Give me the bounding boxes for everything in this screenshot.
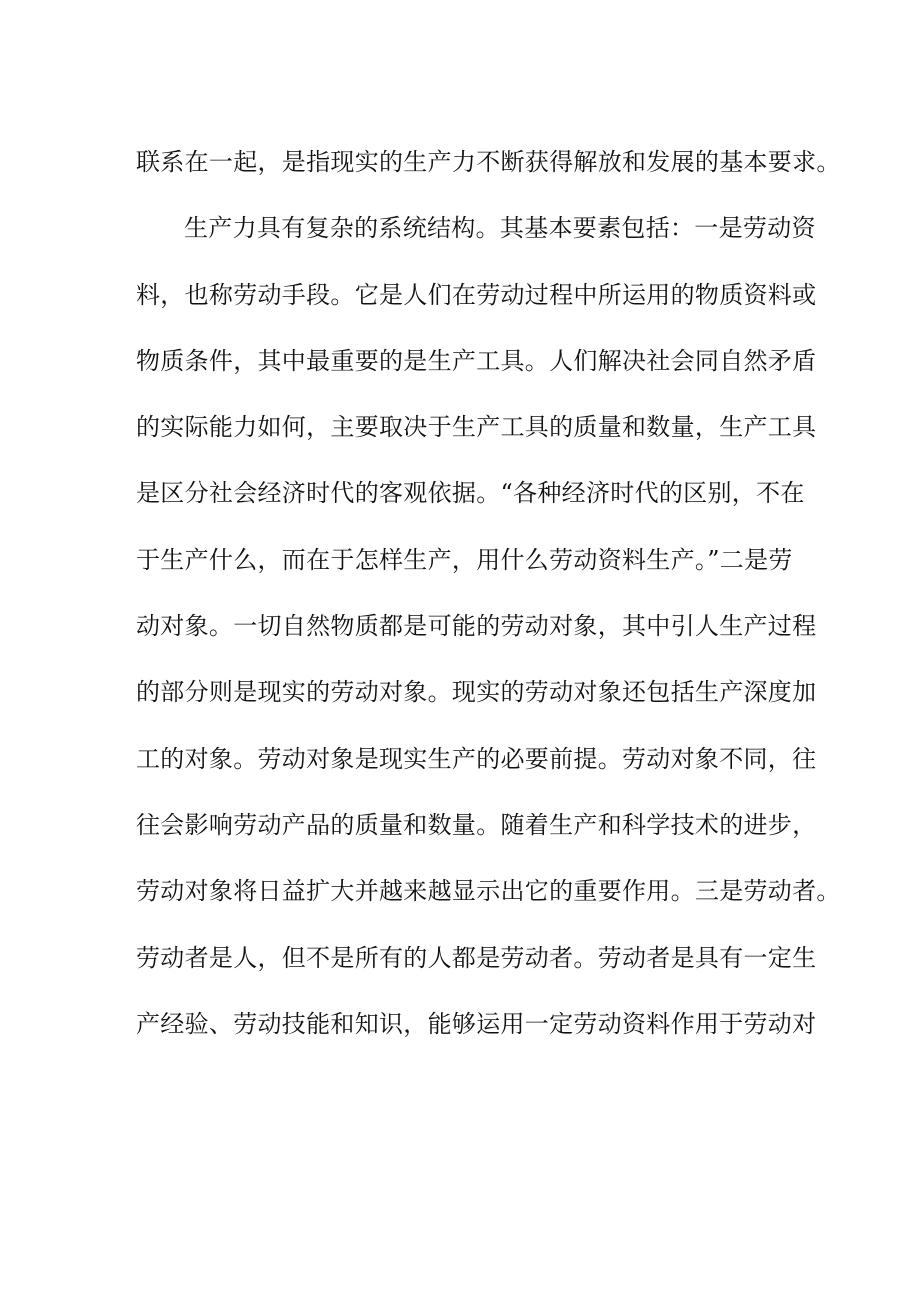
- text-line: 产经验、劳动技能和知识，能够运用一定劳动资料作用于劳动对: [136, 1009, 817, 1038]
- text-line: 物质条件，其中最重要的是生产工具。人们解决社会同自然矛盾: [136, 346, 817, 375]
- text-line: 是区分社会经济时代的客观依据。“各种经济时代的区别，不在: [136, 479, 805, 508]
- body-text: [136, 140, 841, 1068]
- text-line: 劳动对象将日益扩大并越来越显示出它的重要作用。三是劳动者。: [136, 877, 841, 906]
- text-line: 的实际能力如何，主要取决于生产工具的质量和数量，生产工具: [136, 413, 817, 442]
- text-line: 劳动者是人，但不是所有的人都是劳动者。劳动者是具有一定生: [136, 943, 817, 972]
- text-line: 料，也称劳动手段。它是人们在劳动过程中所运用的物质资料或: [136, 280, 817, 309]
- text-line: 的部分则是现实的劳动对象。现实的劳动对象还包括生产深度加: [136, 678, 817, 707]
- text-line-paragraph-start: 生产力具有复杂的系统结构。其基本要素包括：一是劳动资: [184, 214, 816, 243]
- text-line: 工的对象。劳动对象是现实生产的必要前提。劳动对象不同，往: [136, 744, 817, 773]
- text-line: 动对象。一切自然物质都是可能的劳动对象，其中引人生产过程: [136, 612, 817, 641]
- text-line: 联系在一起，是指现实的生产力不断获得解放和发展的基本要求。: [136, 148, 841, 176]
- text-line: 于生产什么，而在于怎样生产，用什么劳动资料生产。”二是劳: [136, 545, 793, 574]
- text-line: 往会影响劳动产品的质量和数量。随着生产和科学技术的进步，: [136, 810, 817, 839]
